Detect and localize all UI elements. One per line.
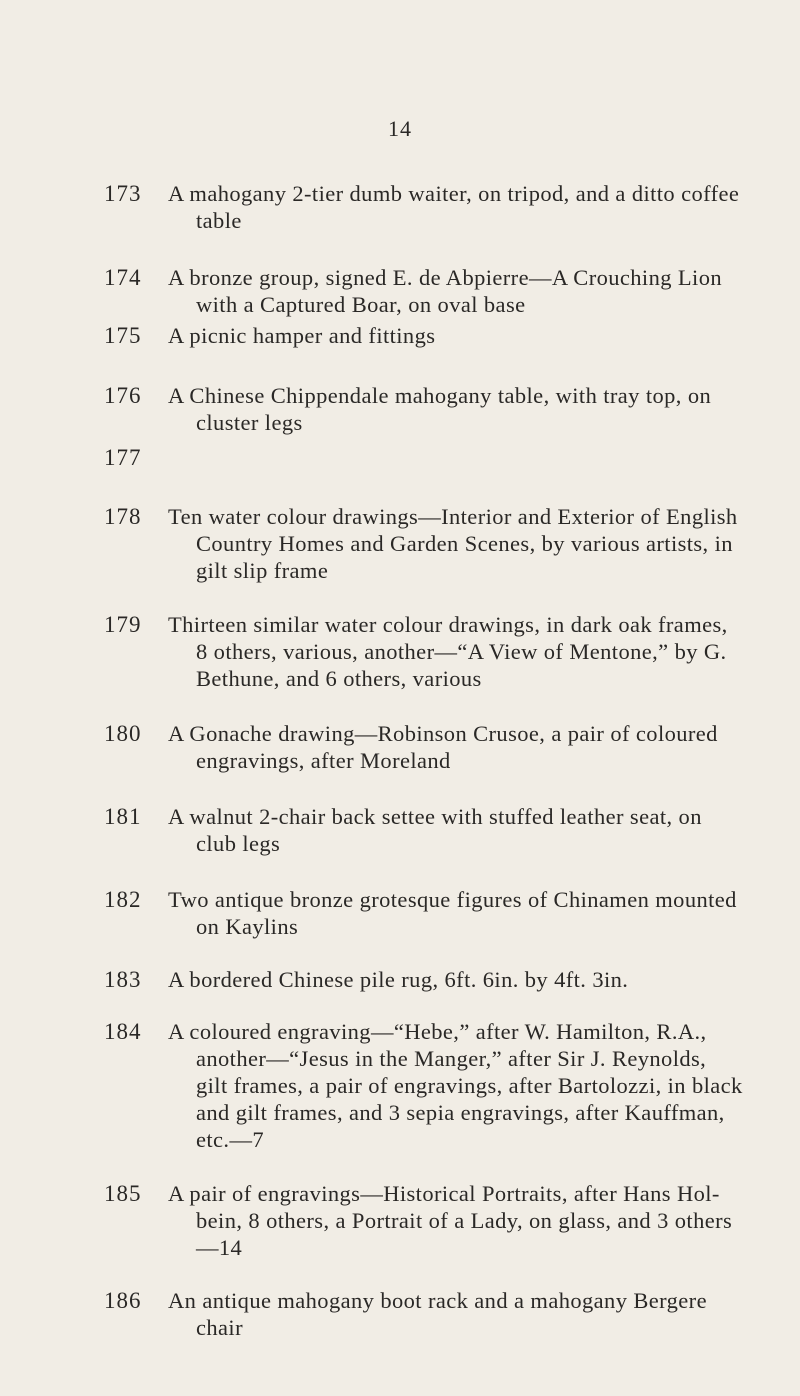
lot-description-line: gilt frames, a pair of engravings, after Bartolozzi, in black (196, 1073, 743, 1098)
lot-description (168, 1287, 736, 1341)
lot-description (168, 611, 736, 692)
lot-number: 180 (104, 721, 142, 746)
lot-description-line: Country Homes and Garden Scenes, by various artists, in (196, 531, 733, 556)
lot-description-line: chair (196, 1315, 243, 1340)
lot-description-line: cluster legs (196, 410, 303, 435)
lot-description-line: with a Captured Boar, on oval base (196, 292, 526, 317)
lot-number: 183 (104, 967, 142, 992)
lot-description-line: 8 others, various, another—“A View of Mentone,” by G. (196, 639, 727, 664)
lot-description (168, 720, 736, 774)
lot-description-line: An antique mahogany boot rack and a mahogany Bergere (168, 1288, 707, 1313)
lot-description-line: on Kaylins (196, 914, 299, 939)
lot-description (168, 1018, 743, 1153)
lot-description-line: Ten water colour drawings—Interior and Exterior of English (168, 504, 738, 529)
lot-description-line: and gilt frames, and 3 sepia engravings, after Kauffman, (196, 1100, 725, 1125)
lot-description-line: another—“Jesus in the Manger,” after Sir J. Reynolds, (196, 1046, 707, 1071)
lot-number: 176 (104, 383, 142, 408)
lot-description (168, 503, 736, 584)
lot-number: 181 (104, 804, 142, 829)
lot-description-line: Thirteen similar water colour drawings, in dark oak frames, (168, 612, 728, 637)
lot-number: 177 (104, 445, 142, 470)
lot-description (168, 966, 736, 993)
lot-description-line: A bordered Chinese pile rug, 6ft. 6in. by 4ft. 3in. (168, 967, 629, 992)
lot-description-line: club legs (196, 831, 281, 856)
page-number: 14 (388, 116, 412, 141)
lot-number: 174 (104, 265, 142, 290)
lot-description-line: A mahogany 2-tier dumb waiter, on tripod, and a ditto coffee (168, 181, 740, 206)
lot-description-line: Two antique bronze grotesque figures of Chinamen mounted (168, 887, 737, 912)
lot-description-line: gilt slip frame (196, 558, 329, 583)
lot-description-line: engravings, after Moreland (196, 748, 451, 773)
lot-description-line: —14 (196, 1235, 243, 1260)
lot-description (168, 322, 736, 349)
lot-number: 182 (104, 887, 142, 912)
lot-description-line: A walnut 2-chair back settee with stuffed leather seat, on (168, 804, 702, 829)
lot-description-line: A Chinese Chippendale mahogany table, with tray top, on (168, 383, 712, 408)
lot-number: 185 (104, 1181, 142, 1206)
lot-description-line: table (196, 208, 242, 233)
lot-description (168, 264, 736, 318)
lot-description-line: A bronze group, signed E. de Abpierre—A Crouching Lion (168, 265, 722, 290)
lot-number: 178 (104, 504, 142, 529)
lot-description-line: A coloured engraving—“Hebe,” after W. Hamilton, R.A., (168, 1019, 707, 1044)
lot-description-line: Bethune, and 6 others, various (196, 666, 482, 691)
lot-description-line: bein, 8 others, a Portrait of a Lady, on glass, and 3 others (196, 1208, 733, 1233)
lot-number: 186 (104, 1288, 142, 1313)
lot-description-line: etc.—7 (196, 1127, 264, 1152)
lot-description (168, 382, 736, 436)
lot-description-line: A pair of engravings—Historical Portraits, after Hans Hol- (168, 1181, 720, 1206)
lot-description (168, 1180, 736, 1261)
lot-description (168, 803, 736, 857)
lot-description (168, 886, 736, 940)
lot-number: 175 (104, 323, 142, 348)
lot-description-line: A Gonache drawing—Robinson Crusoe, a pair of coloured (168, 721, 718, 746)
lot-number: 173 (104, 181, 142, 206)
lot-number: 184 (104, 1019, 142, 1044)
lot-description (168, 180, 740, 234)
lot-number: 179 (104, 612, 142, 637)
lot-description-line: A picnic hamper and fittings (168, 323, 436, 348)
